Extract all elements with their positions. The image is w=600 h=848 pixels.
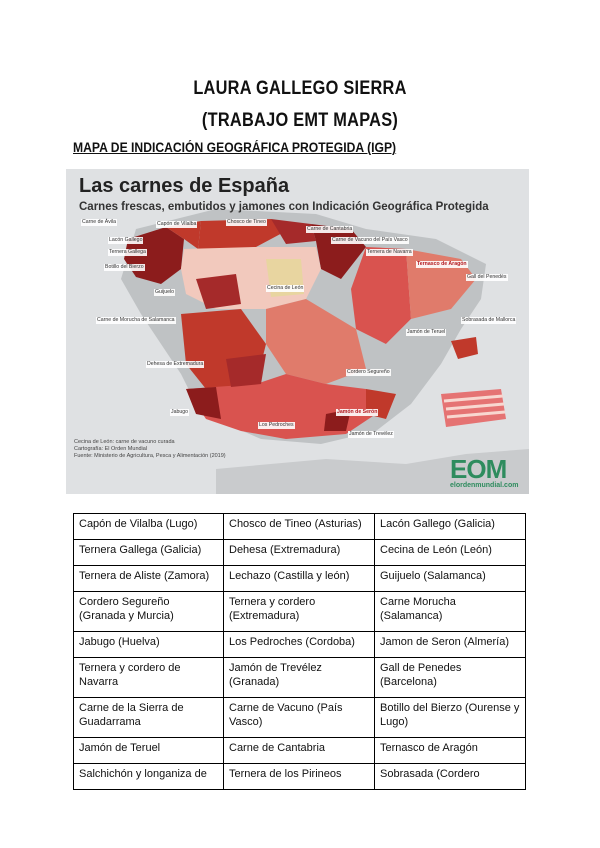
table-cell: Ternera y cordero (Extremadura) [224,592,375,632]
table-cell: Dehesa (Extremadura) [224,540,375,566]
table-cell: Ternera de los Pirineos [224,764,375,790]
map-label: Jamón de Teruel [407,329,446,335]
map-label: Ternera Gallega [109,249,146,255]
legend-line: Cecina de León: carne de vacuno curada [74,439,175,445]
map-label: Lacón Gallego [109,237,143,243]
map-label: Chosco de Tineo [227,219,266,225]
table-cell: Ternera y cordero de Navarra [74,658,224,698]
table-cell: Salchichón y longaniza de [74,764,224,790]
map-label: Gall del Penedès [467,274,507,280]
map-label: Ternera de Navarra [367,249,412,255]
map-label: Cordero Segureño [347,369,390,375]
table-row [74,632,526,658]
table-cell: Ternera Gallega (Galicia) [74,540,224,566]
map-label: Jamón de Serón [337,409,378,415]
table-row [74,540,526,566]
table-cell: Botillo del Bierzo (Ourense y Lugo) [375,698,526,738]
page-subtitle-line: (TRABAJO EMT MAPAS) [201,110,399,131]
igp-map-image [66,169,529,494]
map-title: Las carnes de España [79,175,290,197]
map-label: Los Pedroches [259,422,294,428]
map-label: Botillo del Bierzo [105,264,144,270]
map-label: Guijuelo [155,289,175,295]
table-cell: Ternera de Aliste (Zamora) [74,566,224,592]
table-cell: Jamón de Teruel [74,738,224,764]
igp-table [73,513,526,790]
region-mallorca [451,337,478,359]
map-label: Carne de Cantabria [307,226,353,232]
table-cell: Lechazo (Castilla y león) [224,566,375,592]
map-label: Carne de Vacuno del País Vasco [332,237,408,243]
table-cell: Carne de la Sierra de Guadarrama [74,698,224,738]
legend-line: Fuente: Ministerio de Agricultura, Pesca y Alimentación (2019) [74,453,226,459]
map-label: Sobrasada de Mallorca [462,317,516,323]
bacon-illustration [441,389,506,427]
map-label: Dehesa de Extremadura [147,361,204,367]
map-label: Jamón de Trevélez [349,431,393,437]
table-cell: Carne de Vacuno (País Vasco) [224,698,375,738]
table-row [74,566,526,592]
map-subtitle: Carnes frescas, embutidos y jamones con Indicación Geográfica Protegida [79,201,489,213]
eom-logo-text: EOM [450,454,507,484]
table-cell: Gall de Penedes (Barcelona) [375,658,526,698]
eom-logo [450,454,506,485]
table-row [74,738,526,764]
table-cell: Carne Morucha (Salamanca) [375,592,526,632]
table-cell: Carne de Cantabria [224,738,375,764]
region-huelva [186,387,221,419]
table-row [74,592,526,632]
table-cell: Chosco de Tineo (Asturias) [224,514,375,540]
table-cell: Cecina de León (León) [375,540,526,566]
table-cell: Cordero Segureño (Granada y Murcia) [74,592,224,632]
legend-line: Cartografía: El Orden Mundial [74,446,148,452]
map-label: Cecina de León [267,285,304,291]
table-cell: Capón de Vilalba (Lugo) [74,514,224,540]
table-cell: Lacón Gallego (Galicia) [375,514,526,540]
page-title: LAURA GALLEGO SIERRA [193,78,407,99]
map-label: Jabugo [171,409,189,415]
table-row [74,764,526,790]
map-label: Capón de Vilalba [157,221,197,227]
table-cell: Los Pedroches (Cordoba) [224,632,375,658]
section-heading: MAPA DE INDICACIÓN GEOGRÁFICA PROTEGIDA (IGP) [73,140,397,155]
table-row [74,514,526,540]
map-label: Carne de Morucha de Salamanca [97,317,175,323]
table-cell: Ternasco de Aragón [375,738,526,764]
map-label: Ternasco de Aragón [417,261,467,267]
table-cell: Sobrasada (Cordero [375,764,526,790]
table-row [74,658,526,698]
table-row [74,698,526,738]
table-cell: Guijuelo (Salamanca) [375,566,526,592]
map-legend [74,439,284,460]
region-pedroches [226,354,266,387]
map-label: Carne de Ávila [82,219,117,225]
table-cell: Jamón de Trevélez (Granada) [224,658,375,698]
table-cell: Jamon de Seron (Almería) [375,632,526,658]
table-cell: Jabugo (Huelva) [74,632,224,658]
eom-url: elordenmundial.com [450,482,519,489]
